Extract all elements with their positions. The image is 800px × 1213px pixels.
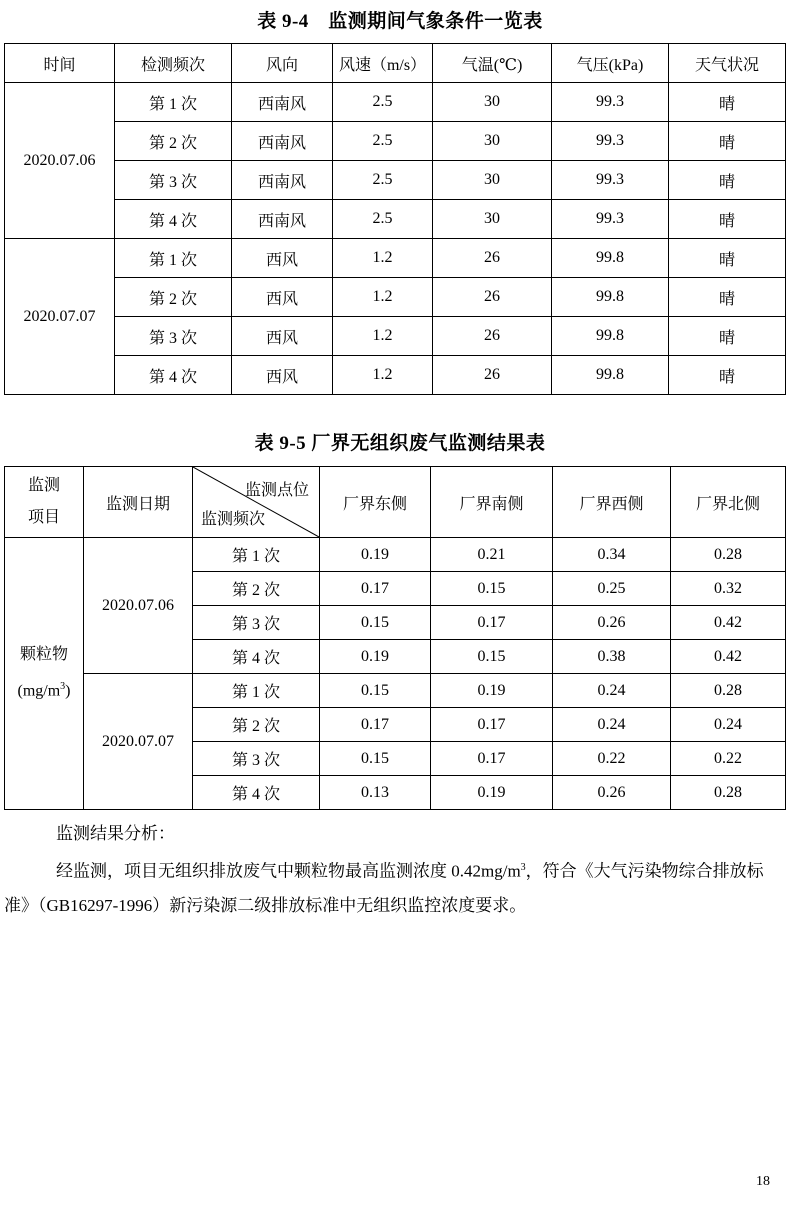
data-cell: 1.2 (333, 239, 433, 278)
date-cell: 2020.07.07 (5, 239, 115, 395)
item-unit-base: (mg/m (17, 682, 61, 700)
data-cell: 晴 (669, 200, 786, 239)
data-cell: 第 3 次 (115, 317, 232, 356)
data-cell: 0.28 (671, 776, 786, 810)
data-cell: 2.5 (333, 200, 433, 239)
column-header: 时间 (5, 44, 115, 83)
data-cell: 26 (433, 356, 552, 395)
column-header: 风速（m/s） (333, 44, 433, 83)
data-cell: 0.26 (553, 606, 671, 640)
data-cell: 0.22 (671, 742, 786, 776)
data-cell: 30 (433, 200, 552, 239)
data-cell: 西风 (232, 278, 333, 317)
data-cell: 0.19 (320, 640, 431, 674)
table-row (5, 317, 786, 356)
data-cell: 0.17 (431, 606, 553, 640)
analysis-superscript: 3 (520, 862, 526, 873)
data-cell: 第 4 次 (193, 776, 320, 810)
data-cell: 0.15 (320, 674, 431, 708)
data-cell: 晴 (669, 317, 786, 356)
table-9-4-title: 表 9-4 监测期间气象条件一览表 (257, 11, 543, 32)
data-cell: 0.26 (553, 776, 671, 810)
data-cell: 0.24 (553, 708, 671, 742)
boundary-emission-table (4, 466, 786, 810)
data-cell: 0.19 (431, 674, 553, 708)
data-cell: 0.17 (320, 708, 431, 742)
data-cell: 0.15 (431, 572, 553, 606)
data-cell: 1.2 (333, 317, 433, 356)
data-cell: 第 2 次 (115, 278, 232, 317)
data-cell: 0.15 (320, 742, 431, 776)
analysis-label: 监测结果分析： (56, 824, 175, 843)
table-row (5, 278, 786, 317)
data-cell: 西风 (232, 356, 333, 395)
header-point: 厂界东侧 (320, 467, 431, 538)
data-cell: 26 (433, 278, 552, 317)
data-cell: 26 (433, 239, 552, 278)
data-cell: 0.42 (671, 606, 786, 640)
data-cell: 0.17 (320, 572, 431, 606)
column-header: 风向 (232, 44, 333, 83)
header-point: 厂界西侧 (553, 467, 671, 538)
header-point: 厂界北侧 (671, 467, 786, 538)
data-cell: 0.13 (320, 776, 431, 810)
data-cell: 西南风 (232, 200, 333, 239)
data-cell: 99.8 (552, 317, 669, 356)
data-cell: 第 1 次 (115, 239, 232, 278)
table-header-row (5, 467, 786, 538)
data-cell: 30 (433, 83, 552, 122)
data-cell: 第 3 次 (115, 161, 232, 200)
data-cell: 西南风 (232, 161, 333, 200)
data-cell: 0.17 (431, 742, 553, 776)
data-cell: 0.22 (553, 742, 671, 776)
data-cell: 1.2 (333, 278, 433, 317)
data-cell: 0.25 (553, 572, 671, 606)
header-monitoring-frequency: 监测频次 (201, 511, 266, 528)
data-cell: 0.24 (553, 674, 671, 708)
data-cell: 第 2 次 (193, 572, 320, 606)
header-item-line1: 监测 (27, 477, 60, 494)
table-row (5, 83, 786, 122)
column-header: 检测频次 (115, 44, 232, 83)
analysis-text-part2: ，符合《大气污染物综合排放标准》（GB16297-1996）新污染源二级排放标准中无组织监控浓度要求。 (4, 861, 764, 915)
data-cell: 第 1 次 (115, 83, 232, 122)
data-cell: 0.32 (671, 572, 786, 606)
data-cell: 99.8 (552, 356, 669, 395)
data-cell: 第 1 次 (193, 674, 320, 708)
table-row (5, 122, 786, 161)
data-cell: 0.21 (431, 538, 553, 572)
data-cell: 第 3 次 (193, 606, 320, 640)
column-header: 天气状况 (669, 44, 786, 83)
column-header: 气温(℃) (433, 44, 552, 83)
data-cell: 晴 (669, 161, 786, 200)
data-cell: 2.5 (333, 161, 433, 200)
table-row (5, 674, 786, 708)
header-point: 厂界南侧 (431, 467, 553, 538)
table-row (5, 356, 786, 395)
data-cell: 第 3 次 (193, 742, 320, 776)
table-row (5, 538, 786, 572)
table-row (5, 239, 786, 278)
table-header-row (5, 44, 786, 83)
data-cell: 西南风 (232, 122, 333, 161)
data-cell: 0.17 (431, 708, 553, 742)
item-unit (5, 671, 83, 707)
data-cell: 99.3 (552, 200, 669, 239)
data-cell: 西南风 (232, 83, 333, 122)
data-cell: 99.3 (552, 122, 669, 161)
item-unit-superscript: 3 (60, 681, 66, 693)
header-monitoring-item (5, 467, 84, 538)
data-cell: 第 4 次 (115, 356, 232, 395)
data-cell: 晴 (669, 356, 786, 395)
header-monitoring-date: 监测日期 (84, 467, 193, 538)
data-cell: 第 1 次 (193, 538, 320, 572)
data-cell: 0.28 (671, 674, 786, 708)
data-cell: 晴 (669, 122, 786, 161)
data-cell: 0.38 (553, 640, 671, 674)
item-unit-end: ) (65, 682, 71, 700)
data-cell: 晴 (669, 83, 786, 122)
data-cell: 2.5 (333, 122, 433, 161)
data-cell: 西风 (232, 239, 333, 278)
data-cell: 99.8 (552, 278, 669, 317)
header-monitoring-point: 监测点位 (244, 482, 309, 499)
data-cell: 0.42 (671, 640, 786, 674)
table-9-5-title: 表 9-5 厂界无组织废气监测结果表 (254, 433, 546, 454)
table-row (5, 161, 786, 200)
data-cell: 26 (433, 317, 552, 356)
page-number: 18 (756, 1174, 770, 1189)
data-cell: 99.3 (552, 161, 669, 200)
data-cell: 0.34 (553, 538, 671, 572)
data-cell: 0.19 (320, 538, 431, 572)
data-cell: 晴 (669, 239, 786, 278)
data-cell: 99.8 (552, 239, 669, 278)
weather-conditions-table (4, 43, 786, 395)
date-cell: 2020.07.06 (5, 83, 115, 239)
data-cell: 0.24 (671, 708, 786, 742)
data-cell: 第 4 次 (115, 200, 232, 239)
header-diagonal-cell (193, 467, 320, 538)
data-cell: 西风 (232, 317, 333, 356)
column-header: 气压(kPa) (552, 44, 669, 83)
data-cell: 第 2 次 (115, 122, 232, 161)
item-name: 颗粒物 (19, 646, 68, 664)
data-cell: 0.15 (320, 606, 431, 640)
data-cell: 第 4 次 (193, 640, 320, 674)
data-cell: 1.2 (333, 356, 433, 395)
data-cell: 0.19 (431, 776, 553, 810)
data-cell: 99.3 (552, 83, 669, 122)
date-cell: 2020.07.07 (84, 674, 193, 810)
analysis-text-part1: 经监测，项目无组织排放废气中颗粒物最高监测浓度 0.42mg/m (56, 861, 521, 881)
data-cell: 30 (433, 122, 552, 161)
monitoring-item-cell (5, 538, 84, 810)
table-row (5, 200, 786, 239)
analysis-paragraph (4, 851, 785, 923)
data-cell: 2.5 (333, 83, 433, 122)
data-cell: 30 (433, 161, 552, 200)
data-cell: 0.28 (671, 538, 786, 572)
data-cell: 0.15 (431, 640, 553, 674)
header-item-line2: 项目 (27, 509, 60, 526)
date-cell: 2020.07.06 (84, 538, 193, 674)
data-cell: 晴 (669, 278, 786, 317)
data-cell: 第 2 次 (193, 708, 320, 742)
